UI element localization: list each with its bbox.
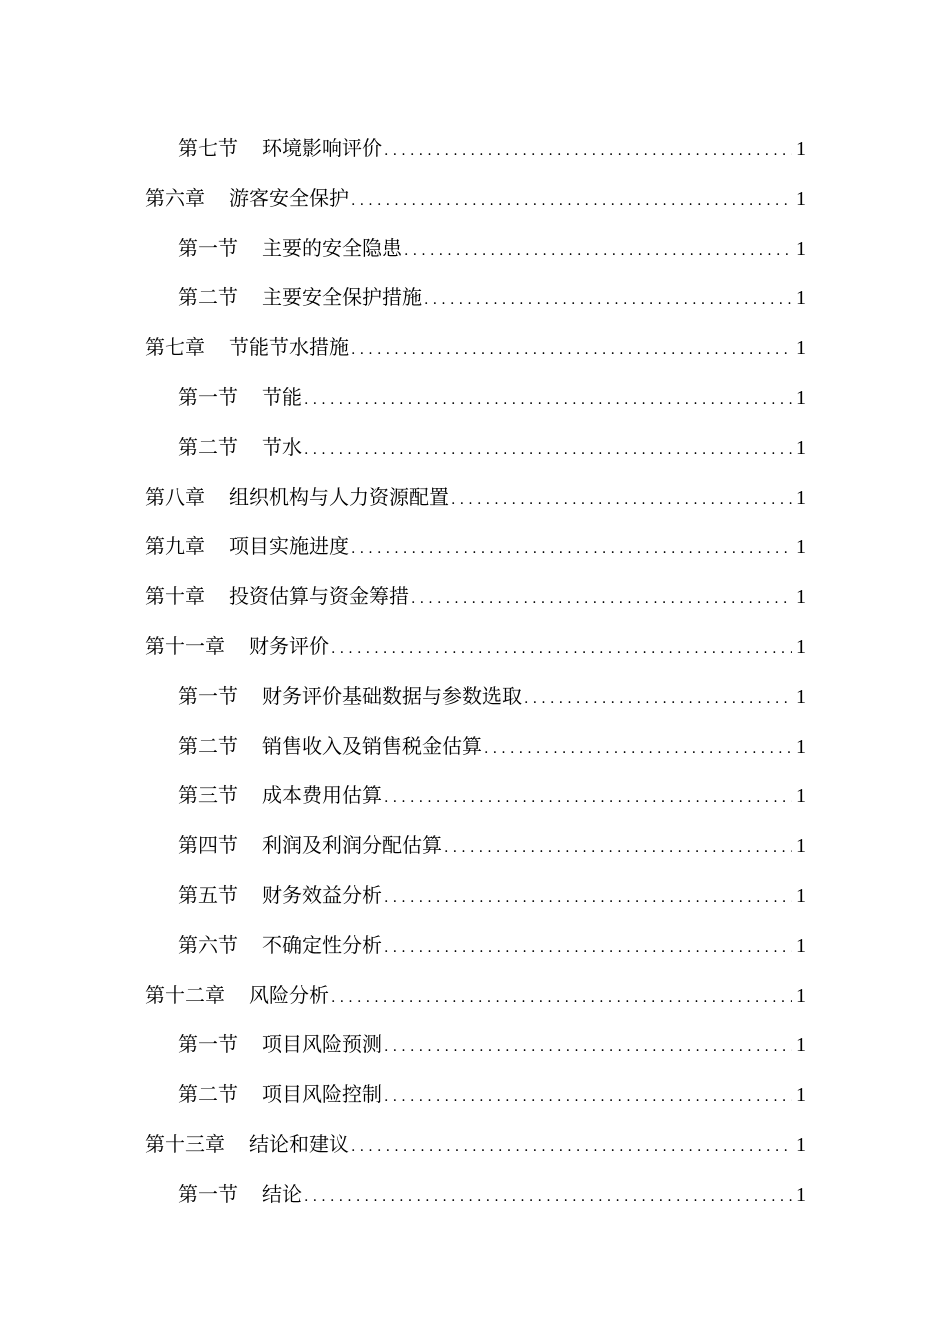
toc-entry-section[interactable] xyxy=(178,373,806,423)
entry-page-number: 1 xyxy=(796,1034,806,1057)
entry-number: 第三节 xyxy=(178,783,238,808)
entry-number: 第一节 xyxy=(178,683,238,708)
entry-number: 第八章 xyxy=(145,484,205,509)
entry-page-number: 1 xyxy=(796,984,806,1007)
entry-page-number: 1 xyxy=(796,586,806,609)
entry-page-number: 1 xyxy=(796,138,806,160)
dot-leader xyxy=(349,326,792,376)
entry-number: 第二节 xyxy=(178,733,238,758)
entry-number: 第一节 xyxy=(178,1032,238,1057)
entry-title: 主要安全保护措施 xyxy=(262,285,422,310)
entry-title: 财务评价基础数据与参数选取 xyxy=(262,683,522,708)
entry-page-number: 1 xyxy=(796,337,806,360)
entry-title: 项目风险预测 xyxy=(262,1032,382,1057)
toc-entry-section[interactable] xyxy=(178,821,806,871)
entry-title: 结论 xyxy=(262,1181,302,1206)
entry-title: 主要的安全隐患 xyxy=(262,235,402,260)
entry-number: 第二节 xyxy=(178,285,238,310)
entry-title: 财务效益分析 xyxy=(262,882,382,907)
toc-entry-section[interactable] xyxy=(178,771,806,821)
dot-leader xyxy=(402,227,792,277)
dot-leader xyxy=(302,1173,792,1223)
dot-leader xyxy=(382,1023,792,1073)
entry-page-number: 1 xyxy=(796,1133,806,1156)
dot-leader xyxy=(382,924,792,974)
entry-page-number: 1 xyxy=(796,835,806,858)
entry-page-number: 1 xyxy=(796,1183,806,1206)
toc-entry-section[interactable] xyxy=(178,273,806,323)
entry-number: 第七节 xyxy=(178,136,238,160)
entry-title: 成本费用估算 xyxy=(262,783,382,808)
entry-number: 第一节 xyxy=(178,384,238,409)
dot-leader xyxy=(482,725,792,775)
entry-title: 项目实施进度 xyxy=(229,534,349,559)
dot-leader xyxy=(302,426,792,476)
dot-leader xyxy=(329,974,792,1024)
entry-title: 组织机构与人力资源配置 xyxy=(229,484,449,509)
entry-title: 节水 xyxy=(262,434,302,459)
entry-title: 节能节水措施 xyxy=(229,335,349,360)
toc-entry-chapter[interactable] xyxy=(145,971,806,1021)
entry-title: 投资估算与资金筹措 xyxy=(229,584,409,609)
entry-page-number: 1 xyxy=(796,635,806,658)
entry-title: 不确定性分析 xyxy=(262,932,382,957)
entry-title: 利润及利润分配估算 xyxy=(262,833,442,858)
entry-title: 结论和建议 xyxy=(249,1131,349,1156)
dot-leader xyxy=(409,575,792,625)
toc-entry-chapter[interactable] xyxy=(145,622,806,672)
entry-page-number: 1 xyxy=(796,187,806,210)
dot-leader xyxy=(349,177,792,227)
dot-leader xyxy=(349,1123,792,1173)
entry-title: 风险分析 xyxy=(249,982,329,1007)
dot-leader xyxy=(349,525,792,575)
toc-entry-chapter[interactable] xyxy=(145,473,806,523)
dot-leader xyxy=(382,774,792,824)
toc-entry-section[interactable] xyxy=(178,722,806,772)
entry-title: 销售收入及销售税金估算 xyxy=(262,733,482,758)
toc-entry-section[interactable] xyxy=(178,423,806,473)
entry-page-number: 1 xyxy=(796,1084,806,1107)
entry-number: 第四节 xyxy=(178,833,238,858)
dot-leader xyxy=(302,376,792,426)
entry-number: 第九章 xyxy=(145,534,205,559)
entry-number: 第五节 xyxy=(178,882,238,907)
dot-leader xyxy=(442,824,792,874)
entry-number: 第十三章 xyxy=(145,1131,225,1156)
dot-leader xyxy=(382,874,792,924)
toc-entry-section[interactable] xyxy=(178,672,806,722)
entry-number: 第七章 xyxy=(145,335,205,360)
entry-title: 环境影响评价 xyxy=(262,136,382,160)
toc-entry-section[interactable] xyxy=(178,1020,806,1070)
entry-title: 节能 xyxy=(262,384,302,409)
dot-leader xyxy=(382,1073,792,1123)
dot-leader xyxy=(382,127,792,177)
entry-number: 第十二章 xyxy=(145,982,225,1007)
toc-entry-chapter[interactable] xyxy=(145,572,806,622)
toc-entry-section[interactable] xyxy=(178,1070,806,1120)
toc-entry-chapter[interactable] xyxy=(145,323,806,373)
entry-page-number: 1 xyxy=(796,685,806,708)
dot-leader xyxy=(329,625,792,675)
toc-entry-section[interactable] xyxy=(178,871,806,921)
entry-page-number: 1 xyxy=(796,735,806,758)
entry-number: 第十章 xyxy=(145,584,205,609)
entry-page-number: 1 xyxy=(796,287,806,310)
entry-number: 第一节 xyxy=(178,1181,238,1206)
entry-number: 第六节 xyxy=(178,932,238,957)
toc-entry-section[interactable] xyxy=(178,921,806,971)
entry-title: 游客安全保护 xyxy=(229,185,349,210)
toc-entry-chapter[interactable] xyxy=(145,174,806,224)
toc-entry-section[interactable] xyxy=(178,124,806,174)
dot-leader xyxy=(422,276,792,326)
toc-entry-section[interactable] xyxy=(178,224,806,274)
toc-entry-chapter[interactable] xyxy=(145,522,806,572)
entry-title: 财务评价 xyxy=(249,633,329,658)
entry-number: 第一节 xyxy=(178,235,238,260)
table-of-contents xyxy=(0,124,950,1220)
entry-number: 第二节 xyxy=(178,1082,238,1107)
entry-number: 第十一章 xyxy=(145,633,225,658)
entry-number: 第二节 xyxy=(178,434,238,459)
entry-title: 项目风险控制 xyxy=(262,1082,382,1107)
entry-page-number: 1 xyxy=(796,237,806,260)
entry-page-number: 1 xyxy=(796,884,806,907)
entry-page-number: 1 xyxy=(796,386,806,409)
toc-entry-chapter[interactable] xyxy=(145,1120,806,1170)
entry-page-number: 1 xyxy=(796,785,806,808)
entry-page-number: 1 xyxy=(796,934,806,957)
entry-number: 第六章 xyxy=(145,185,205,210)
dot-leader xyxy=(522,675,792,725)
dot-leader xyxy=(449,476,792,526)
entry-page-number: 1 xyxy=(796,436,806,459)
entry-page-number: 1 xyxy=(796,536,806,559)
toc-entry-section[interactable] xyxy=(178,1170,806,1220)
entry-page-number: 1 xyxy=(796,486,806,509)
